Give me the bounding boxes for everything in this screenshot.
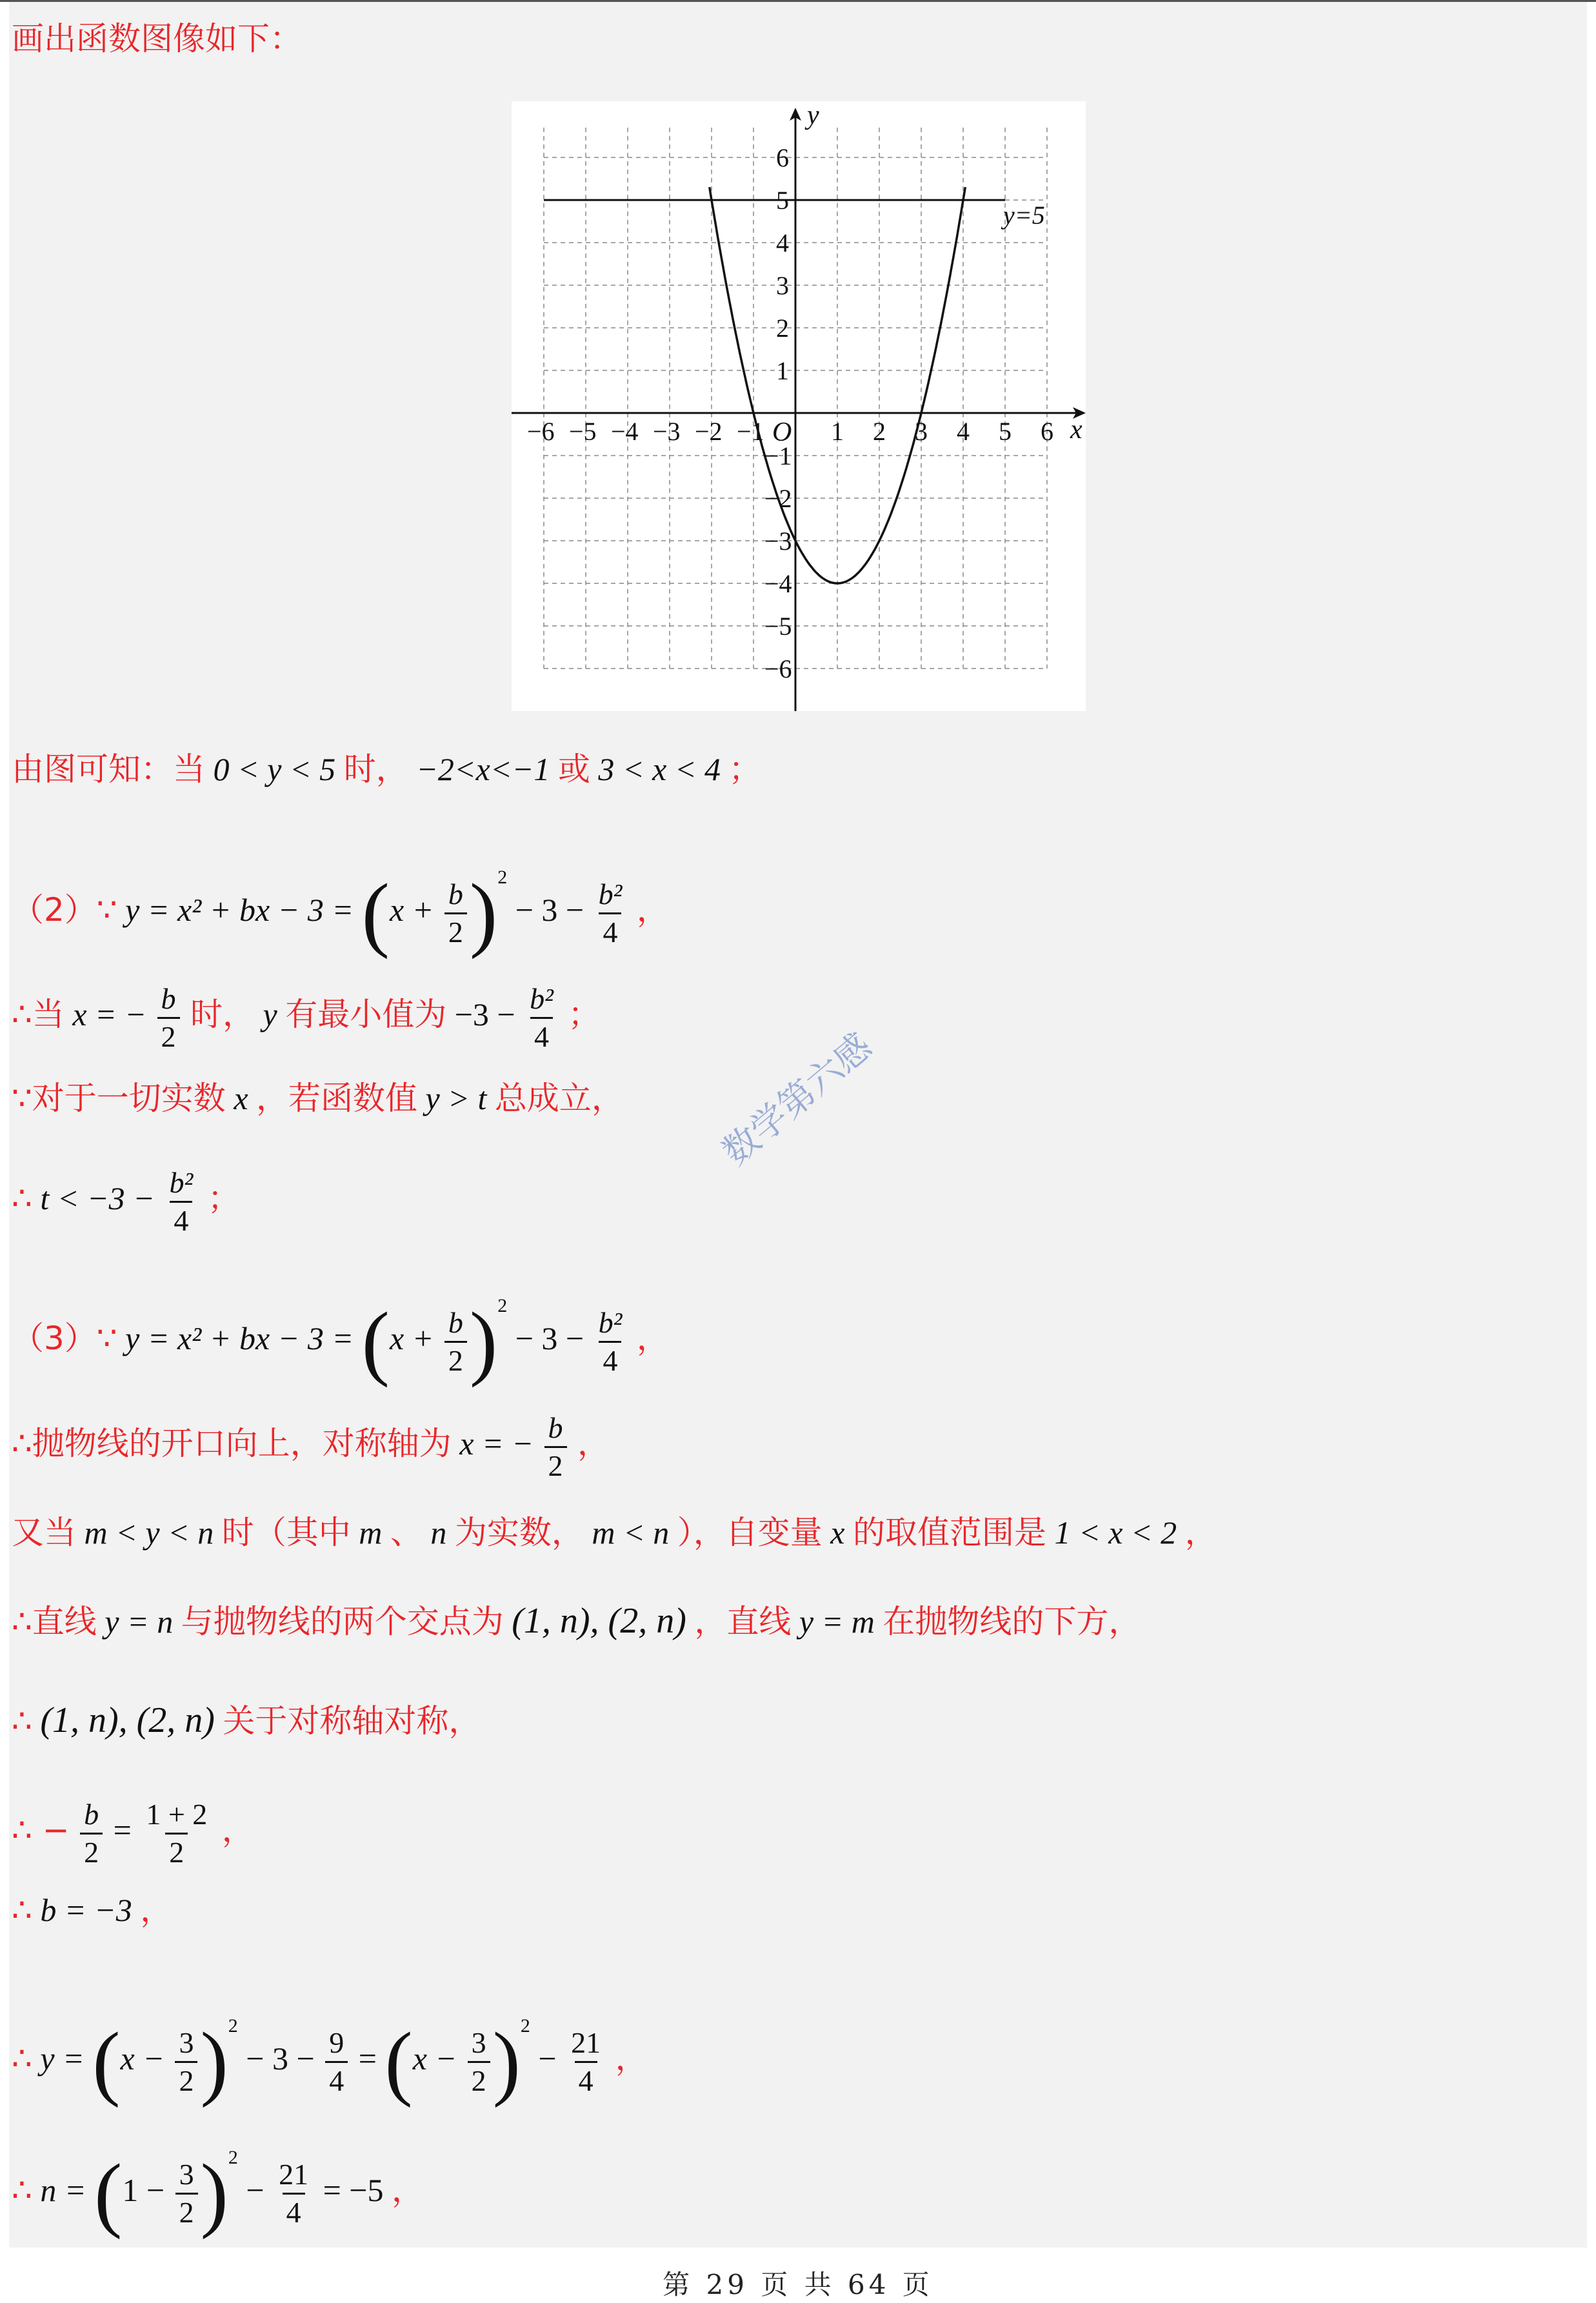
math-variable: y bbox=[263, 996, 277, 1032]
part3-equation: （3）∵ y = x² + bx − 3 = (x + $\frac{b}{2}$ )$^2$ − 3 − $\frac{\text{b²}}{4}$ ， bbox=[12, 1295, 669, 1389]
midpoint-equation bbox=[12, 1796, 254, 1871]
math-inequality: 0 < y < 5 bbox=[213, 751, 336, 787]
symmetry-line bbox=[12, 1701, 481, 1740]
math-points: (1, n), (2, n) bbox=[40, 1700, 215, 1740]
y-tick-label: 2 bbox=[776, 314, 789, 343]
punctuation: ， bbox=[577, 1424, 610, 1462]
intro-text: 画出函数图像如下： bbox=[12, 20, 302, 57]
y-tick-label: −3 bbox=[764, 527, 792, 556]
math-expression: x + bbox=[389, 892, 434, 928]
y-tick-label: 6 bbox=[776, 143, 789, 172]
math-variable: x bbox=[830, 1514, 845, 1551]
math-interval: 3 < x < 4 bbox=[598, 751, 721, 787]
math-inequality: m < y < n bbox=[84, 1514, 214, 1551]
y-tick-label: −2 bbox=[764, 484, 792, 513]
fraction-b-over-2: $\frac{b}{2}$ bbox=[444, 1305, 467, 1379]
text-fragment: ∴抛物线的开口向上，对称轴为 bbox=[12, 1424, 452, 1462]
minimum-line bbox=[12, 981, 600, 1055]
punctuation: ， bbox=[1184, 1514, 1217, 1551]
x-tick-label: 5 bbox=[999, 417, 1012, 446]
y-tick-label: 1 bbox=[776, 356, 789, 385]
math-expression: = −5 bbox=[323, 2172, 384, 2208]
math-expression: x − bbox=[120, 2040, 165, 2077]
t-bound-line bbox=[12, 1165, 240, 1239]
text-fragment: 时（其中 bbox=[221, 1514, 351, 1551]
math-expression: b = −3 bbox=[40, 1892, 132, 1928]
exponent: 2 bbox=[228, 2147, 238, 2168]
math-expression: − 3 − bbox=[515, 1320, 584, 1356]
plot-svg bbox=[512, 101, 1086, 711]
exponent: 2 bbox=[497, 867, 508, 888]
therefore-symbol: ∴ bbox=[12, 2171, 32, 2209]
punctuation: ； bbox=[568, 995, 601, 1033]
text-fragment: ∴直线 bbox=[12, 1603, 97, 1640]
fraction-b2-over-4: $\frac{\text{b²}}{4}$ bbox=[595, 1305, 626, 1379]
punctuation: ， bbox=[140, 1891, 173, 1929]
y-tick-label: −4 bbox=[764, 569, 792, 598]
punctuation: ， bbox=[391, 2171, 424, 2209]
therefore-symbol: ∴ bbox=[12, 1179, 32, 1217]
text-fragment: ； bbox=[728, 750, 761, 788]
text-fragment: 又当 bbox=[12, 1514, 76, 1551]
text-fragment: 有最小值为 bbox=[285, 995, 447, 1033]
punctuation: ， bbox=[636, 1320, 669, 1357]
therefore-symbol: ∴ bbox=[12, 2040, 32, 2077]
math-expression: y = x² + bx − 3 = bbox=[125, 892, 354, 928]
math-expression: y = x² + bx − 3 = bbox=[125, 1320, 354, 1356]
therefore-symbol: ∴ bbox=[12, 1702, 32, 1740]
exponent: 2 bbox=[497, 1295, 508, 1316]
math-expression: − 3 − bbox=[246, 2040, 315, 2077]
x-tick-label: 2 bbox=[873, 417, 886, 446]
math-expression: − bbox=[246, 2172, 264, 2208]
text-fragment: 或 bbox=[557, 750, 590, 788]
text-fragment: 关于对称轴对称， bbox=[223, 1702, 481, 1740]
fraction-b2-over-4: $\frac{\text{b²}}{4}$ bbox=[165, 1165, 197, 1239]
function-graph bbox=[512, 101, 1086, 711]
math-variable: m bbox=[359, 1514, 383, 1551]
fraction-3-over-2: $\frac{3}{2}$ bbox=[468, 2025, 490, 2099]
math-expression: x = − bbox=[72, 996, 146, 1032]
text-fragment: ），自变量 bbox=[677, 1514, 823, 1551]
fraction-b-over-2: $\frac{b}{2}$ bbox=[157, 981, 180, 1055]
equals-sign: = bbox=[358, 2040, 377, 2077]
text-fragment: 总成立， bbox=[494, 1080, 624, 1117]
y-axis-label: y bbox=[807, 101, 819, 130]
y-tick-label: 3 bbox=[776, 271, 789, 300]
math-inequality: m < n bbox=[592, 1514, 670, 1551]
intersection-line bbox=[12, 1602, 1141, 1641]
y-tick-label: −5 bbox=[764, 612, 792, 641]
math-expression: n = bbox=[40, 2172, 86, 2208]
math-expression: x = − bbox=[459, 1425, 534, 1462]
math-expression: y = m bbox=[799, 1604, 875, 1640]
fraction-b2-over-4: $\frac{\text{b²}}{4}$ bbox=[526, 981, 557, 1055]
math-expression: − bbox=[538, 2040, 557, 2077]
y-tick-label: −1 bbox=[764, 441, 792, 470]
x-tick-label: 1 bbox=[831, 417, 844, 446]
math-variable: n bbox=[430, 1514, 447, 1551]
text-fragment: 由图可知：当 bbox=[12, 750, 205, 788]
x-tick-label: 6 bbox=[1041, 417, 1053, 446]
fraction-b2-over-4: $\frac{\text{b²}}{4}$ bbox=[595, 876, 626, 950]
part-label: （2）∵ bbox=[12, 891, 117, 929]
punctuation: ， bbox=[615, 2040, 648, 2077]
x-tick-label: −3 bbox=[653, 417, 681, 446]
math-variable: x bbox=[234, 1080, 248, 1116]
math-expression: − 3 − bbox=[515, 892, 584, 928]
math-expression: 1 − bbox=[122, 2172, 165, 2208]
punctuation: ， bbox=[221, 1811, 254, 1849]
exponent: 2 bbox=[520, 2015, 530, 2036]
math-points: (1, n), (2, n) bbox=[512, 1601, 686, 1641]
math-expression: −3 − bbox=[454, 996, 515, 1032]
fraction-b-over-2: $\frac{b}{2}$ bbox=[444, 876, 467, 950]
text-fragment: ∴当 bbox=[12, 995, 65, 1033]
text-fragment: 为实数， bbox=[454, 1514, 584, 1551]
y-tick-label: −6 bbox=[764, 654, 792, 683]
x-tick-label: −5 bbox=[569, 417, 597, 446]
part-label: （3）∵ bbox=[12, 1320, 117, 1357]
x-tick-label: 4 bbox=[957, 417, 970, 446]
text-fragment: ∴ − bbox=[12, 1811, 70, 1849]
text-fragment: 时， bbox=[343, 750, 408, 788]
text-fragment: 与抛物线的两个交点为 bbox=[181, 1603, 504, 1640]
exponent: 2 bbox=[228, 2015, 238, 2036]
fraction-21-over-4: $\frac{21}{4}$ bbox=[567, 2025, 604, 2099]
fraction-21-over-4: $\frac{21}{4}$ bbox=[275, 2157, 312, 2231]
equals-sign: = bbox=[113, 1811, 132, 1848]
text-fragment: ，直线 bbox=[694, 1603, 792, 1640]
text-fragment: 时， bbox=[190, 995, 255, 1033]
x-tick-label: −1 bbox=[737, 417, 764, 446]
text-fragment: 、 bbox=[390, 1514, 423, 1551]
x-tick-label: −2 bbox=[695, 417, 723, 446]
math-expression: x + bbox=[389, 1320, 434, 1356]
conclusion-line bbox=[12, 750, 761, 789]
x-tick-label: −6 bbox=[527, 417, 555, 446]
math-inequality: t < −3 − bbox=[40, 1180, 155, 1216]
fraction-3-over-2: $\frac{3}{2}$ bbox=[175, 2025, 197, 2099]
text-fragment: 的取值范围是 bbox=[852, 1514, 1046, 1551]
punctuation: ； bbox=[207, 1179, 240, 1217]
text-fragment: ，若函数值 bbox=[256, 1080, 418, 1117]
y-tick-label: 5 bbox=[776, 186, 789, 215]
fraction-3-over-2: $\frac{3}{2}$ bbox=[175, 2157, 198, 2231]
axis-of-symmetry-line bbox=[12, 1410, 610, 1484]
fraction-sum-over-2: $\frac{1 + 2}{2}$ bbox=[142, 1796, 211, 1871]
punctuation: ， bbox=[636, 891, 669, 929]
x-tick-label: 3 bbox=[915, 417, 928, 446]
line-label: y=5 bbox=[1003, 201, 1045, 230]
math-expression: y = n bbox=[105, 1604, 174, 1640]
x-axis-label: x bbox=[1070, 415, 1082, 445]
math-expression: y = bbox=[40, 2040, 85, 2077]
part2-equation: （2）∵ y = x² + bx − 3 = (x + $\frac{b}{2}$ )$^2$ − 3 − $\frac{\text{b²}}{4}$ ， bbox=[12, 867, 669, 960]
text-fragment: ∵对于一切实数 bbox=[12, 1080, 226, 1117]
math-inequality: y > t bbox=[425, 1080, 487, 1116]
range-line bbox=[12, 1513, 1217, 1552]
math-expression: x − bbox=[412, 2040, 457, 2077]
vertex-form-line: ∴ y = (x − $\frac{3}{2}$ )$^2$ − 3 − $\frac{9}{4}$ = (x − $\frac{3}{2}$ )$^2$ − $\frac{21}{4}$ ， bbox=[12, 2015, 648, 2109]
math-interval: −2<x<−1 bbox=[416, 751, 550, 787]
fraction-9-over-4: $\frac{9}{4}$ bbox=[325, 2025, 348, 2099]
x-tick-label: −4 bbox=[611, 417, 639, 446]
n-value-line: ∴ n = (1 − $\frac{3}{2}$ )$^2$ − $\frac{21}{4}$ = −5 ， bbox=[12, 2147, 424, 2240]
therefore-symbol: ∴ bbox=[12, 1891, 32, 1929]
fraction-b-over-2: $\frac{b}{2}$ bbox=[80, 1796, 103, 1871]
math-interval: 1 < x < 2 bbox=[1054, 1514, 1177, 1551]
y-tick-label: 4 bbox=[776, 228, 789, 257]
text-fragment: 在抛物线的下方， bbox=[883, 1603, 1141, 1640]
page-footer: 第 29 页 共 64 页 bbox=[663, 2269, 933, 2300]
b-value-line bbox=[12, 1891, 172, 1929]
fraction-b-over-2: $\frac{b}{2}$ bbox=[544, 1410, 567, 1484]
condition-line bbox=[12, 1079, 624, 1118]
origin-label: O bbox=[772, 417, 792, 447]
watermark-text: 数学第六感 bbox=[714, 1025, 880, 1174]
